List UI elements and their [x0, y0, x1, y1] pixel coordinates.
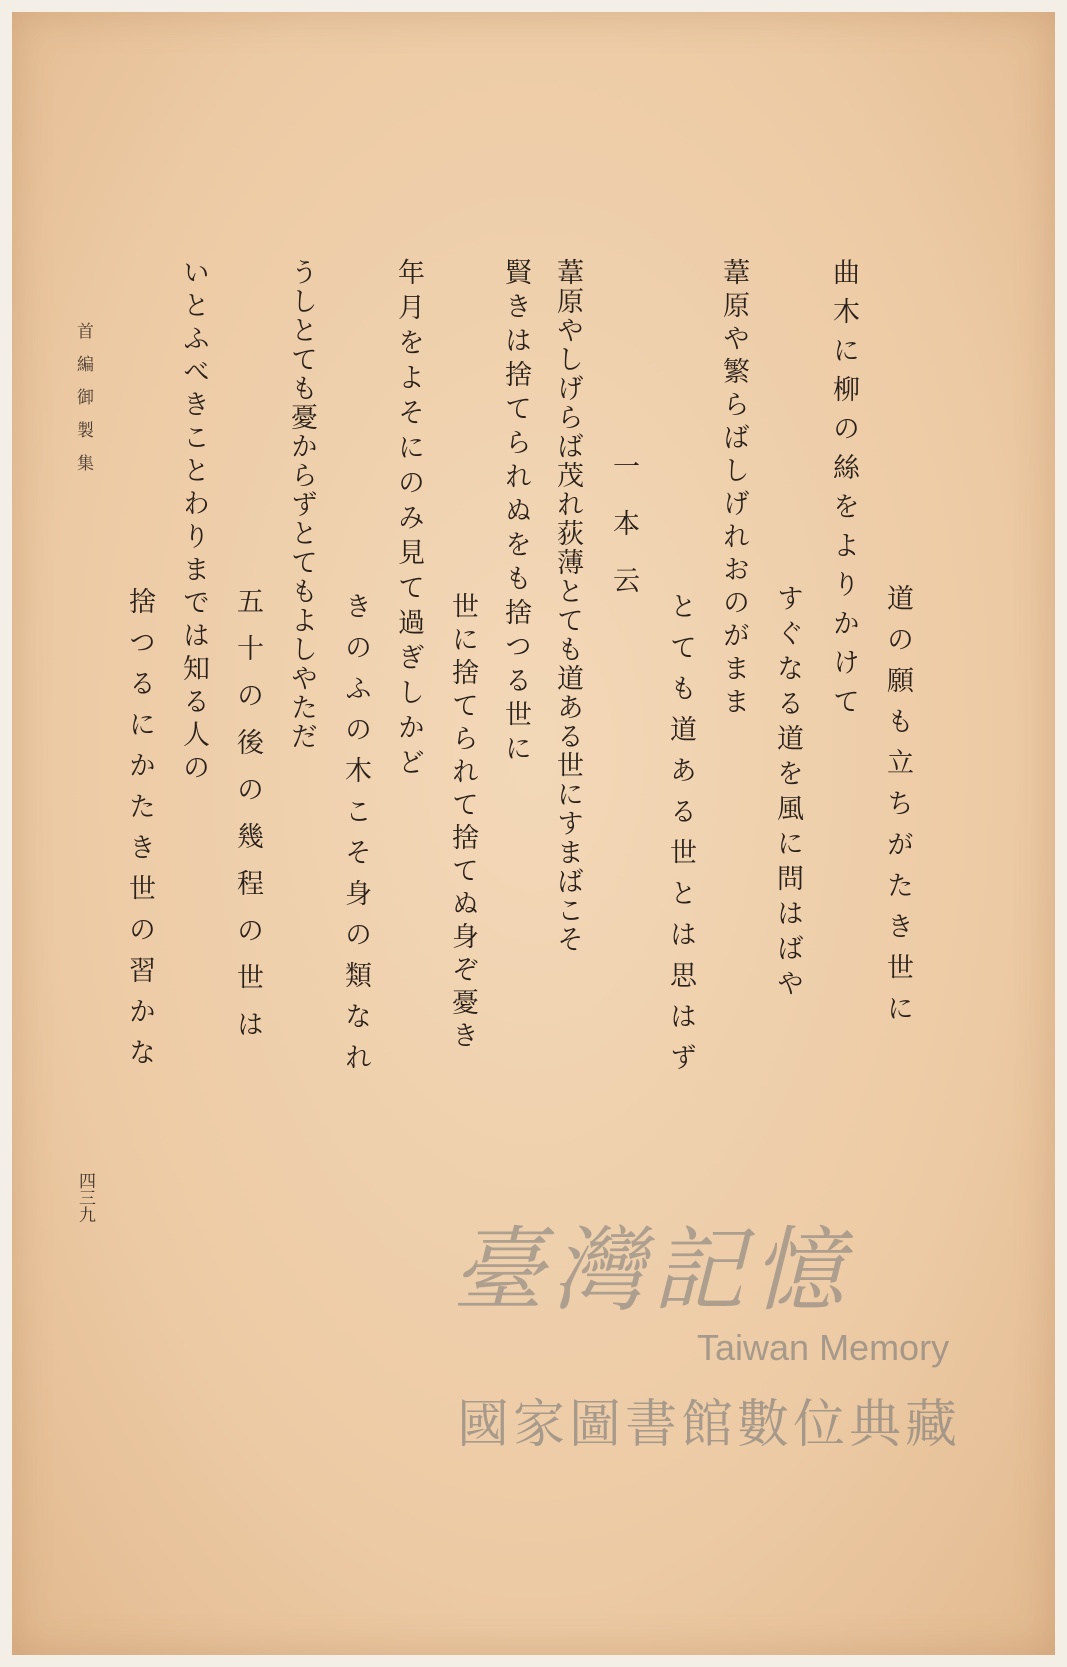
poem-line: 年月をよそにのみ見て過ぎしかど — [393, 258, 424, 783]
poem-line: とても道ある世とは思はず — [665, 592, 696, 1084]
poem-line: 葦原や繁らばしげれおのがまま — [718, 258, 749, 720]
poem-line: 賢きは捨てられぬをも捨つる世に — [500, 258, 531, 768]
watermark-chinese: 國家圖書館數位典藏 — [457, 1395, 962, 1455]
poem-line: 捨つるにかたき世の習かな — [124, 587, 155, 1079]
page-number: 四三九 — [75, 1172, 95, 1223]
poem-line: 世に捨てられて捨てぬ身ぞ憂き — [447, 592, 478, 1054]
watermark-logo: 臺灣記憶 — [452, 1217, 853, 1324]
running-header: 首編御製集 — [73, 322, 93, 487]
poem-line: すぐなる道を風に問はばや — [772, 584, 803, 1004]
poem-line: うしとても憂からずとてもよしやただ — [286, 258, 317, 751]
poem-line: 道の願も立ちがたき世に — [882, 584, 913, 1035]
poem-line: いとふべきことわりまでは知る人の — [178, 258, 209, 786]
poem-line: 一本云 — [608, 452, 639, 623]
poem-line: 葦原やしげらば茂れ荻薄とても道ある世にすまばこそ — [552, 258, 583, 954]
poem-line: きのふの木こそ身の類なれ — [340, 592, 371, 1084]
poem-line: 五十の後の幾程の世は — [232, 587, 263, 1057]
watermark-english: Taiwan Memory — [697, 1327, 950, 1368]
poem-line: 曲木に柳の絲をよりかけて — [828, 258, 859, 726]
book-page — [12, 12, 1055, 1655]
